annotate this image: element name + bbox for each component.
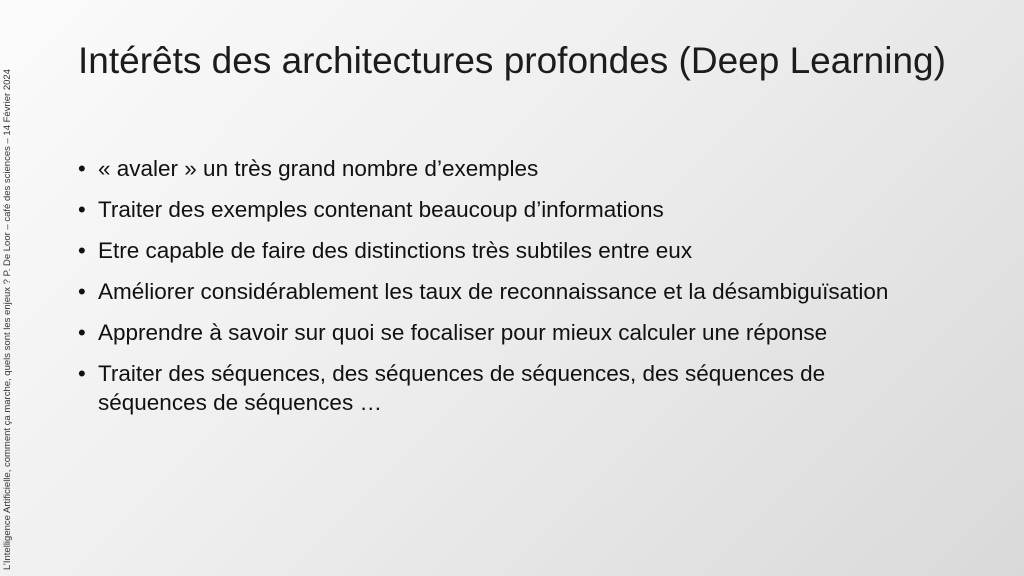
bullet-item: • Traiter des exemples contenant beaucoup d’informations <box>78 195 938 224</box>
bullet-list <box>78 154 938 429</box>
bullet-item: • Etre capable de faire des distinctions très subtiles entre eux <box>78 236 938 265</box>
bullet-item: • « avaler » un très grand nombre d’exemples <box>78 154 938 183</box>
bullet-item: • Apprendre à savoir sur quoi se focaliser pour mieux calculer une réponse <box>78 318 938 347</box>
bullet-item: • Traiter des séquences, des séquences de séquences, des séquences de séquences de séquences … <box>78 359 938 417</box>
side-caption: L’Intelligence Artificielle, comment ça marche, quels sont les enjeux ? P. De Loor – café des sciences – 14 Février 2024 <box>2 69 13 570</box>
bullet-item: • Améliorer considérablement les taux de reconnaissance et la désambiguïsation <box>78 277 938 306</box>
slide-title: Intérêts des architectures profondes (Deep Learning) <box>78 40 946 81</box>
